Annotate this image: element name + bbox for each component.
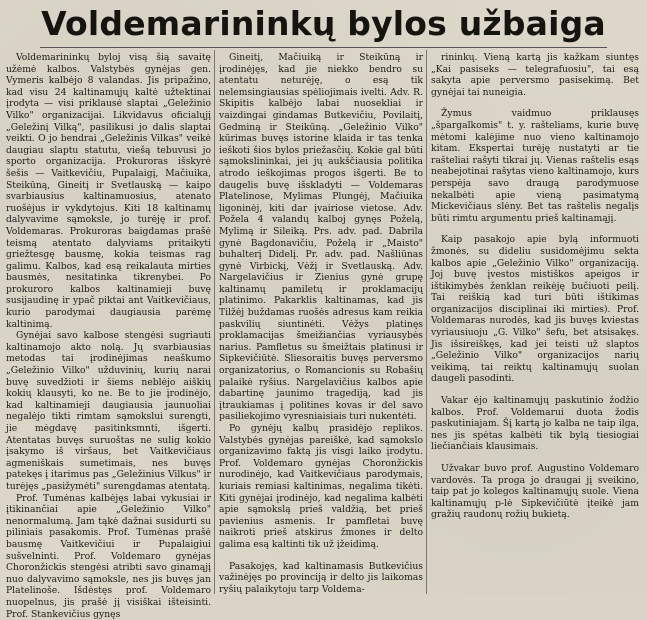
paragraph: Žymus vaidmuo priklausęs „špargalkomis" t. y. rašteliams, kurie buvę mėtomi kalėjime nuo vieno kaltinamojo kitam. Ekspertai turėję nustatyti ar tie rašteliai rašyti tikrai jų. Vienas raštelis esąs neabejotinai rašytas vieno kaltinamojo, kurs perspėja savo draugą parodymuose nekalbėti apie vieną pasimatymą Mickevičiaus slėny. Bet tas raštelis negalįs būti rimtu argumentu prieš kaltinamąjį. <box>431 108 639 224</box>
section-separator <box>431 98 639 108</box>
section-separator <box>431 224 639 234</box>
paragraph: Vakar ėjo kaltinamųjų paskutinio žodžio kalbos. Prof. Voldemarui duota žodis paskutiniajam. Šį kartą jo kalba ne taip ilga, nes jis spėtas kalbėti tik bylą tiesiogiai liečiančiais klausimais. <box>431 395 639 453</box>
paragraph: Pasakojęs, kad kaltinamasis Butkevičius važinėjęs po provinciją ir delto jis laikomas ryšių palaikytoju tarp Voldema- <box>219 560 423 595</box>
paragraph: Voldemarininkų byloj visą šią savaitę užėmė kalbos. Valstybės gynėjas gen. Vymeris kalbėjo 8 valandas. Jis pripažino, kad visu 24 kaltinamųjų kaltė užtektinai įrodyta — visi priklausė slaptai „Geležinio Vilko" organizacijai. Likvidavus oficialųjį „Geležinį Vilką", pasilikusi jo dalis slaptai veikti. O jo bendrai „Geležinis Vilkas" veikė daugiau slaptu statutu, viešą tebuvusi jo sporto organizacija. Prokuroras išskyrė šešis — Vaitkevičiu, Pupalaigį, Mačiuika, Steikūną, Gineitį ir Svetlauską — kaipo svarbiausius kaltinamuosius, atenato ruošėjus ir vykdytojus. Kiti 18 kaltinamų dalyvavime sąmoksle, jo turėję ir prof. Voldemaras. Prokuroras baigdamas prašė teismą atentato dalyviams pritaikyti griežtesgę bausmę, kokia teismas rag galimu. Kalbos, kad esą reikalauta mirties bausmės, nesitatinka tikrenybei. Po prokuroro kalbos kaltinamieji buvę susijaudinę ir ypač piktai ant Vaitkevičiaus, kurio parodymai daugiausia parėmę kaltinimą. <box>6 52 211 330</box>
paragraph: Prof. Tumėnas kalbėjęs labai vykusiai ir įtikinančiai apie „Geležinio Vilko" nenormalumą. Jam tąkė dažnai susidurti su piliniais pasakomis. Prof. Tumėnas prašė bausmę Vaitkevičiui ir Pupalaigiui sušvelninti. Prof. Voldemaro gynėjas Choronžickis stengėsi atribti savo ginamąjį nuo dalyvavimo sąmoksle, nes jis buvęs jan Platelinoše. Išdėstęs prof. Voldemaro nuopelnus, jis prašė jį visiškai išteisinti. Prof. Stankevičius gynęs <box>6 492 211 620</box>
paragraph: rininkų. Vieną kartą jis kažkam siuntęs „Kai pasiseks — telegrafuosiu", tai esą sakyta apie perversmo pasisekimą. Bet gynėjai tai nuneigia. <box>431 52 639 98</box>
paragraph: Gineitį, Mačiuiką ir Steikūną ir įrodinėjęs, kad jie niekko bendro su atentatu neturėję, o esą tik nelemsingiausias spėliojimais ivelti. Adv. R. Skipitis kalbėjo labai nuosekliai ir vaizdingai gindamas Butkevičiu, Povilaitį, Gedminą ir Steikūną. „Geležinio Vilko" kūrimas buvęs istorine klaida ir tas tenka ieškoti šios bylos priežasčių. Kokie gal būti sąmokslininkai, jei jų aukščiausia politika atrodo ieškojimas progos išgerti. Be to daugelis buvę išskladyti — Voldemaras Platelinose, Mylimas Plungėj, Mačiuika ligoninėj, kiti dar įvairiose vietose. Adv. Požela 4 valandų kalboj gynęs Poželą, Mylimą ir Sileiką. Prs. adv. pad. Dabrila gynė Bagdonavičiu, Poželą ir „Maisto" buhalterį Didelį. Pr. adv. pad. Našliūnas gynė Virbickį, Vėžį ir Svetlauską. Adv. Nargelavičius ir Zienius gynė grupę kaltinamų pamiletų ir proklamacijų platinimo. Pakarklis kaltinamas, kad jis Tilžėj buždamas ruošės adresus kam reikia paskvilių siuntinėti. Vėžys platinęs proklamacijas šmeižiančias vyriausybės narius. Pamfletus su šmeižtais platinusi ir Sipkevičiūtė. Sliesoraitis buvęs perversmo organizatorius, o Romancionis su Robašių palaikė ryšius. Nargelavičius kalbos apie dabartinę jaunimo tragediją, kad jis įtraukiamas į politines kovas ir del savo pasiliekojimo vyresniaisiais turi nukentėti. <box>219 52 423 423</box>
column-3 <box>431 52 639 592</box>
column-1 <box>6 52 211 620</box>
paragraph: Kaip pasakojo apie bylą informuoti žmonės, su dideliu susidomėjimu sekta kalbos apie „Geležinio Vilko" organizaciją. Joj buvę įvestos mistiškos apeigos ir ištikimybės ženklan reikėję bučiuoti peilį. Tai reiškią kad turi būti ištikimas organizacijos disciplinai iki mirties). Prof. Voldemaras nurodės, kad jis buvęs kviestas vyriausiuoju „G. Vilko" šefu, bet atsisakęs. Jis išsireiškęs, kad jei teisti už slaptos „Geležinio Vilko" organizacijos narių veikimą, tai reiktų kaltinamųjų suolan daugeli pasodinti. <box>431 234 639 385</box>
paragraph: Gynėjai savo kalbose stengėsi sugriauti kaltinamojo akto nolą. Jų svarbiausias metodas tai įrodinėjimas neaškumo „Geležinio Vilko" užduvinių, kurių narai buvę suvedžioti ir šiems neblėjo aiškių kokių klausyti, ko ne. Be to jie įrodinėjo, kad kaltinamieji daugiausia jaunuoliai negalėjo tikti rimtam sąmokslui surengti, jie mėgdavę pasitinksmnti, išgerti. Atentatas buvęs suruoštas ne sulig kokio įsakymo iš viršaus, bet Vaitkevičiaus agmeniškais sumetimais, nes buvęs patekęs į itarimus pas „Geležinius Vilkus" ir turėjęs „pasižymėti" surengdamas atentatą. <box>6 330 211 492</box>
paragraph: Po gynėjų kalbų prasidėjo replikos. Valstybės gynėjas pareiškė, kad sąmokslo organizavimo faktą jis visgi laiko įrodytu. Prof. Voldemaro gynėjas Choronžickis nurodinėjo, kad Vaitkevičiaus parodymais, kuriais remiasi kaltinimas, negalima tikėti. Kiti gynėjai įrodinėjo, kad negalima kalbėti apie sąmokslą prieš valdžią, bet prieš pavienius asmenis. Ir pamfletai buvę naikroti prieš atskirus žmones ir delto galima esą kaltinti tik už įžeidimą. <box>219 423 423 550</box>
section-separator <box>431 453 639 463</box>
paragraph: Užvakar buvo prof. Augustino Voldemaro vardovės. Ta proga jo draugai jį sveikino, taip pat jo kolegos kaltinamųjų suole. Viena kaltinamųjų p-lė Sipkevičiūtė įteikė jam gražių raudonų rožių bukietą. <box>431 463 639 521</box>
section-separator <box>219 551 423 561</box>
column-divider <box>426 50 427 594</box>
section-separator <box>431 385 639 395</box>
headline-rule <box>40 47 607 48</box>
column-2 <box>219 52 423 595</box>
headline: Voldemarininkų bylos užbaiga <box>41 4 606 43</box>
column-divider <box>214 50 215 594</box>
